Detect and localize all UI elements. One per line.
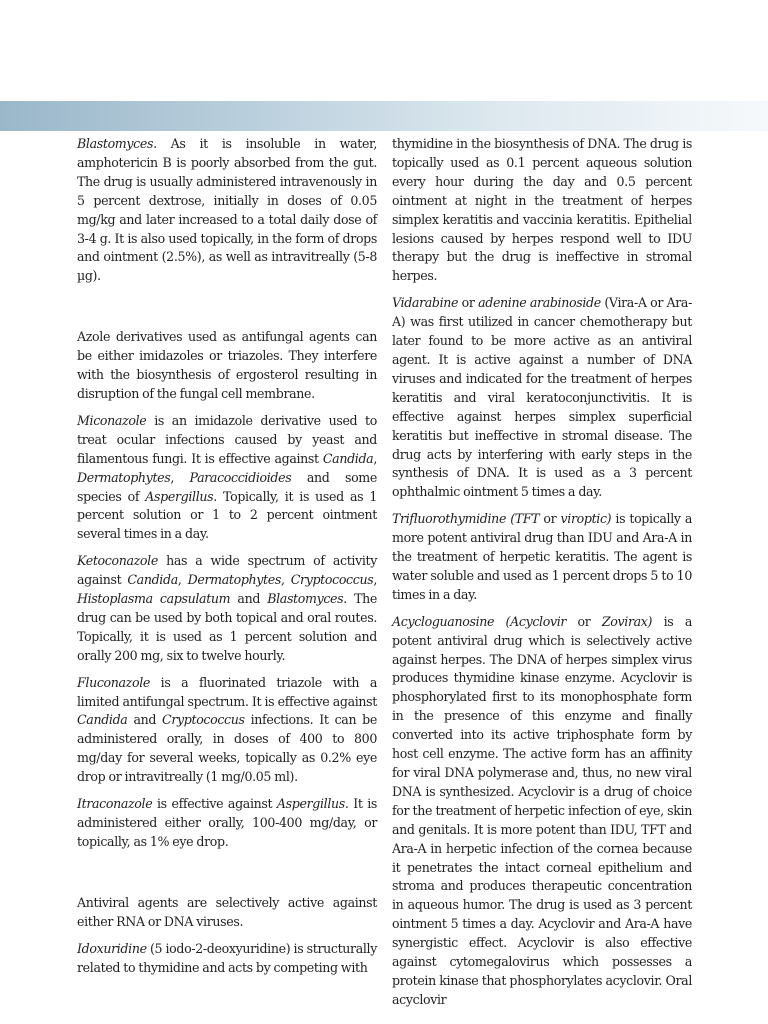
fluconazole-paragraph: Fluconazole is a fluorinated triazole with a limited antifungal spectrum. It is effective against Candida and Cryptococcus infections. It can be administered orally, in doses of 400 to 800 mg/day for several weeks, topically as 0.2% eye drop or intravitreally (1 mg/0.05 ml). xyxy=(77,674,378,785)
ketoconazole-paragraph: Ketoconazole has a wide spectrum of activity against Candida, Dermatophytes, Cryptococcus, Histoplasma capsulatum and Blastomyces. The drug can be used by both topical and oral routes. Topically, it is used as 1 percent solution and orally 200 mg, six to twelve hourly. xyxy=(77,553,377,663)
section-gap xyxy=(77,294,377,328)
itraconazole-paragraph: Itraconazole is effective against Aspergillus. It is administered either orally, 100-400 mg/day, or topically, as 1% eye drop. xyxy=(77,796,378,849)
acyclovir-paragraph: Acycloguanosine (Acyclovir or Zovirax) is a potent antiviral drug which is selectively active against herpes. The DNA of herpes simplex virus produces thymidine kinase enzyme. Acyclovir is phosphorylated first to its monophosphate form in the presence of this enzyme and finally converted into its active triphosphate form by host cell enzyme. The active form has an affinity for viral DNA polymerase and, thus, no new viral DNA is synthesized. Acyclovir is a drug of choice for the treatment of herpetic infection of eye, skin and genitals. It is more potent than IDU, TFT and Ara-A in herpetic infection of the cornea because it penetrates the intact corneal epithelium and stroma and produces therapeutic concentration in aqueous humor. The drug is used as 3 percent ointment 5 times a day. Acyclovir and Ara-A have synergistic effect. Acyclovir is also effective against cytomegalovirus which possesses a protein kinase that phosphorylates acyclovir. Oral acyclovir xyxy=(392,613,693,1007)
trifluorothymidine-paragraph: Trifluorothymidine (TFT or viroptic) is topically a more potent antiviral drug than IDU and Ara-A in the treatment of herpetic keratitis. The agent is water soluble and used as 1 percent drops 5 to 10 times in a day. xyxy=(392,511,692,602)
vidarabine-paragraph: Vidarabine or adenine arabinoside (Vira-A or Ara-A) was first utilized in cancer chemotherapy but later found to be more active as an antiviral agent. It is active against a number of DNA viruses and indicated for the treatment of herpes keratitis and viral keratoconjunctivitis. It is effective against herpes simplex superficial keratitis but ineffective in stromal disease. The drug acts by interfering with early steps in the synthesis of DNA. It is used as a 3 percent ophthalmic ointment 5 times a day. xyxy=(392,295,692,500)
blastomyces-paragraph: Blastomyces. As it is insoluble in water, amphotericin B is poorly absorbed from the gut. The drug is usually administered intravenously in 5 percent dextrose, initially in doses of 0.05 mg/kg and later increased to a total daily dose of 3-4 g. It is also used topically, in the form of drops and ointment (2.5%), as well as intravitreally (5-8 µg). xyxy=(77,136,377,284)
header-band xyxy=(0,101,768,131)
miconazole-paragraph: Miconazole is an imidazole derivative used to treat ocular infections caused by yeast and filamentous fungi. It is effective against Candida, Dermatophytes, Paracoccidioides and some species of Aspergillus. Topically, it is used as 1 percent solution or 1 to 2 percent ointment several times in a day. xyxy=(77,412,377,542)
left-column xyxy=(77,135,377,985)
right-column xyxy=(392,135,692,1018)
section-gap xyxy=(77,860,377,894)
idoxuridine-paragraph: Idoxuridine (5 iodo-2-deoxyuridine) is structurally related to thymidine and acts by competing with xyxy=(77,940,377,975)
azole-intro-paragraph: Azole derivatives used as antifungal agents can be either imidazoles or triazoles. They interfere with the biosynthesis of ergosterol resulting in disruption of the fungal cell membrane. xyxy=(77,329,377,401)
antiviral-intro-paragraph: Antiviral agents are selectively active against either RNA or DNA viruses. xyxy=(77,894,377,929)
idu-continued-paragraph: thymidine in the biosynthesis of DNA. The drug is topically used as 0.1 percent aqueous solution every hour during the day and 0.5 percent ointment at night in the treatment of herpes simplex keratitis and vaccinia keratitis. Epithelial lesions caused by herpes respond well to IDU therapy but the drug is ineffective in stromal herpes. xyxy=(392,136,692,284)
